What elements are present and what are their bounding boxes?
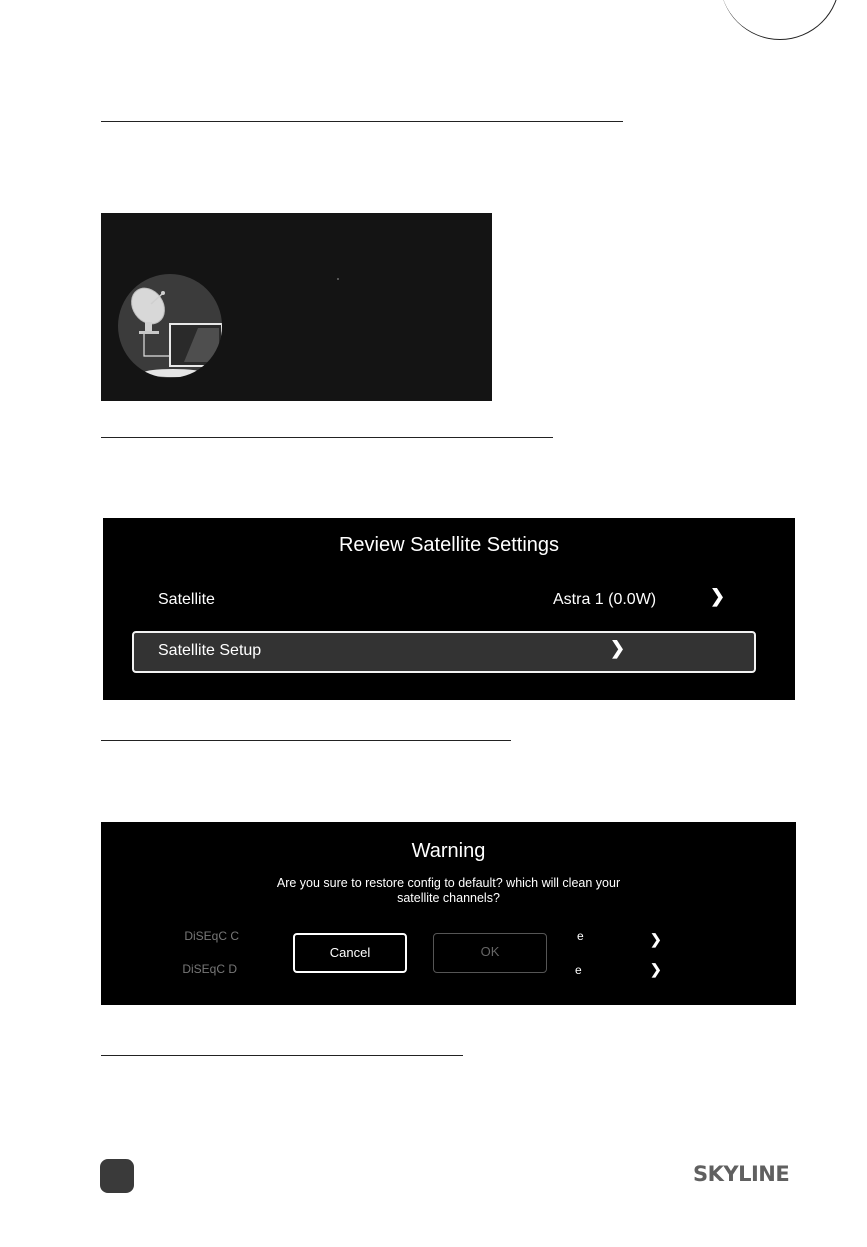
warning-message (101, 876, 796, 906)
satellite-value[interactable]: Astra 1 (0.0W) (553, 591, 657, 608)
ok-button[interactable]: OK (433, 933, 547, 973)
chevron-right-icon: ❯ (610, 638, 626, 658)
warning-title: Warning (411, 840, 486, 862)
diseqc-c-label: DiSEqC C (184, 929, 239, 943)
warning-message-line: Are you sure to restore config to default? which will clean your (276, 876, 621, 890)
page-number-badge (100, 1159, 134, 1193)
screen-title: Review Satellite Settings (338, 534, 560, 556)
page-corner-decoration (720, 0, 840, 40)
warning-dialog-screen (101, 822, 796, 1005)
decorative-dot (337, 278, 339, 280)
chevron-right-icon[interactable]: ❯ (710, 586, 726, 606)
diseqc-c-value: e (577, 929, 584, 943)
chevron-right-icon[interactable]: ❯ (650, 931, 662, 947)
chevron-right-icon[interactable]: ❯ (650, 961, 662, 977)
satellite-setup-label: Satellite Setup (158, 642, 262, 659)
section-rule-1 (101, 121, 623, 122)
section-rule-4 (101, 1055, 463, 1056)
review-satellite-settings-screen (103, 518, 795, 700)
warning-message-line: satellite channels? (397, 891, 500, 905)
section-rule-3 (101, 740, 511, 741)
section-rule-2 (101, 437, 553, 438)
brand-logo: SKYLINE (693, 1162, 790, 1186)
satellite-dish-tv-icon (118, 274, 222, 378)
satellite-intro-screen (101, 213, 492, 401)
diseqc-d-label: DiSEqC D (182, 962, 237, 976)
diseqc-d-value: e (575, 963, 582, 977)
satellite-setup-item[interactable] (132, 631, 756, 673)
cancel-button[interactable]: Cancel (293, 933, 407, 973)
satellite-label: Satellite (158, 591, 215, 608)
